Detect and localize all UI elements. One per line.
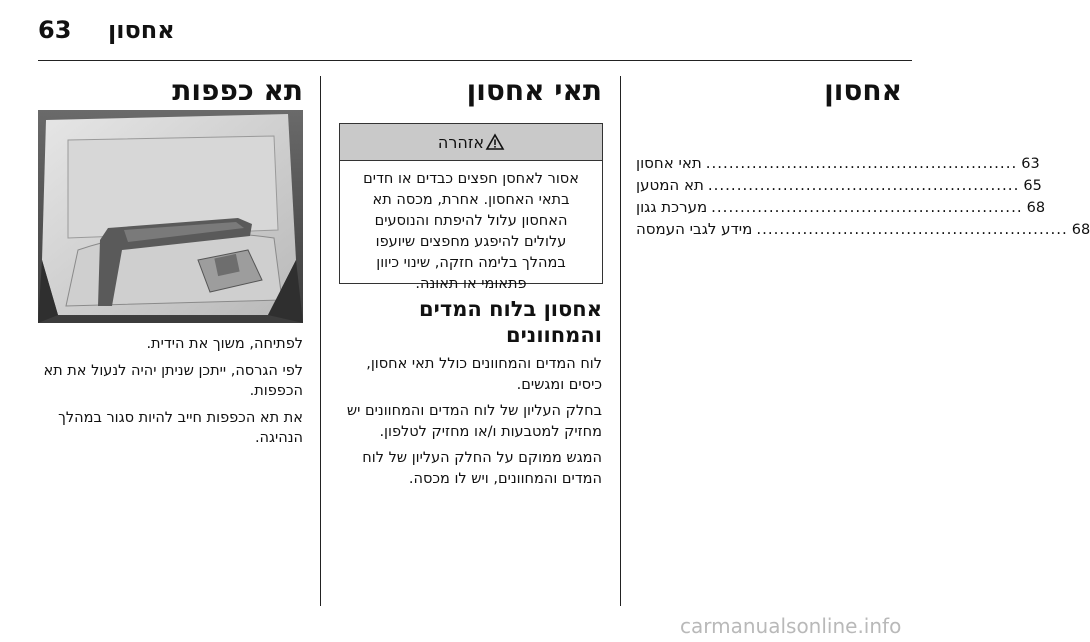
toc-leader: ...................................................... [711, 198, 1023, 216]
toc-entry-label: תא המטען [636, 176, 704, 194]
warning-label: אזהרה [437, 132, 485, 152]
watermark: carmanualsonline.info [680, 614, 902, 638]
toc-entry-label: תאי אחסון [636, 154, 702, 172]
glovebox-photo [38, 110, 303, 323]
paragraph: את תא הכפפות חייב להיות סגור במהלך הנהיגה. [58, 409, 303, 446]
page-number: 63 [38, 16, 72, 44]
header-rule [38, 60, 912, 61]
toc-entry-page: 68 [1071, 222, 1090, 238]
paragraph: לוח המדים והמחוונים כולל תאי אחסון, כיסים ומגשים. [366, 356, 602, 393]
toc-title: אחסון [824, 74, 902, 107]
glovebox-title: תא כפפות [172, 74, 303, 107]
toc-entry-page: 68 [1026, 200, 1046, 216]
header-title: אחסון [108, 16, 175, 44]
warning-text: אסור לאחסן חפצים כבדים או חדים בתאי האחסון. אחרת, מכסה תא האחסון עלול להיפתח והנוסעים עלולים להיפגע מחפצים שיועפו במהלך בלימה חזקה, שינוי כיוון פתאומי או תאונה. [363, 171, 579, 292]
column-divider-left [320, 76, 321, 606]
toc-entry[interactable] [636, 176, 1042, 198]
paragraph: בחלק העליון של לוח המדים והמחוונים יש מחזיק למטבעות ו/או מחזיק לטלפון. [346, 403, 602, 440]
paragraph: המגש ממוקם על החלק העליון של לוח המדים והמחוונים, ויש לו מכסה. [362, 450, 602, 487]
toc-entry-page: 63 [1021, 156, 1040, 172]
toc-entry-label: מערכת גגון [636, 198, 708, 216]
toc-list [636, 154, 1090, 242]
toc-leader: ...................................................... [756, 220, 1068, 238]
toc-entry[interactable] [636, 154, 1040, 176]
toc-entry[interactable] [636, 198, 1046, 220]
glovebox-illustration [38, 110, 303, 323]
toc-leader: ...................................................... [707, 176, 1020, 194]
dashboard-storage-title: אחסון בלוח המדים והמחוונים [419, 297, 602, 347]
warning-box [339, 123, 603, 292]
toc-entry-label: מידע לגבי העמסה [636, 220, 753, 238]
dashboard-storage-section [338, 296, 602, 489]
glovebox-column [38, 74, 303, 108]
storage-title: תאי אחסון [466, 74, 602, 107]
storage-column [338, 74, 602, 108]
warning-header [340, 124, 602, 161]
toc-entry-page: 65 [1023, 178, 1042, 194]
toc-leader: ...................................................... [705, 154, 1018, 172]
paragraph: לפי הגרסה, ייתכן שניתן יהיה לנעול את תא הכפפות. [43, 362, 303, 399]
paragraph: לפתיחה, משוך את הידית. [146, 336, 303, 352]
glovebox-text [38, 334, 303, 449]
toc-column [636, 74, 1090, 242]
warning-triangle-icon [486, 134, 504, 150]
column-divider-right [620, 76, 621, 606]
toc-entry[interactable] [636, 220, 1090, 242]
